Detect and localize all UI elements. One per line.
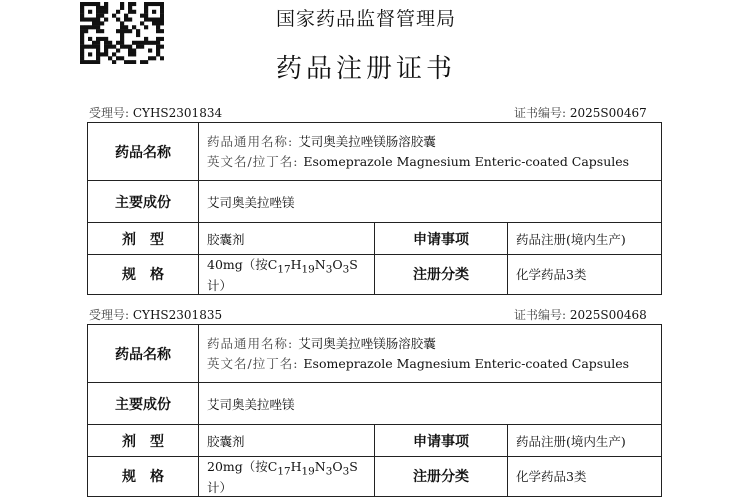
- agency-name: 国家药品监督管理局: [275, 8, 456, 30]
- application-label: 申请事项: [375, 425, 508, 457]
- reg-class-value: 化学药品3类: [508, 255, 662, 295]
- certificate-number-2: 证书编号: 2025S00468: [514, 308, 647, 322]
- drug-name-cell: 药品通用名称: 艾司奥美拉唑镁肠溶胶囊 英文名/拉丁名: Esomeprazole Magnesium Enteric-coated Capsules: [199, 325, 662, 383]
- dosage-form-value: 胶囊剂: [199, 223, 375, 255]
- reg-class-label: 注册分类: [375, 457, 508, 497]
- application-value: 药品注册(境内生产): [508, 425, 662, 457]
- accept-number-2: 受理号: CYHS2301835: [89, 308, 223, 322]
- ingredient-value: 艾司奥美拉唑镁: [199, 383, 662, 425]
- molecular-formula: $C_{17}H_{19}N_3O_3S$: [267, 459, 358, 478]
- ingredient-label: 主要成份: [88, 181, 199, 223]
- application-value: 药品注册(境内生产): [508, 223, 662, 255]
- spec-value: 20mg（按$C_{17}H_{19}N_3O_3S$计）: [199, 457, 375, 497]
- dosage-form-label: 剂 型: [88, 425, 199, 457]
- certificate-title: 药品注册证书: [275, 54, 456, 84]
- certificate-number-1: 证书编号: 2025S00467: [514, 106, 647, 120]
- reg-class-value: 化学药品3类: [508, 457, 662, 497]
- spec-label: 规 格: [88, 255, 199, 295]
- molecular-formula: $C_{17}H_{19}N_3O_3S$: [267, 257, 358, 276]
- dosage-form-label: 剂 型: [88, 223, 199, 255]
- generic-name: 艾司奥美拉唑镁肠溶胶囊: [298, 133, 436, 149]
- drug-name-label: 药品名称: [88, 325, 199, 383]
- spec-value: 40mg（按$C_{17}H_{19}N_3O_3S$计）: [199, 255, 375, 295]
- english-name: Esomeprazole Magnesium Enteric-coated Capsules: [303, 153, 630, 169]
- application-label: 申请事项: [375, 223, 508, 255]
- certificate-table-1: [87, 122, 662, 295]
- generic-name: 艾司奥美拉唑镁肠溶胶囊: [298, 335, 436, 351]
- certificate-table-2: [87, 324, 662, 497]
- english-name: Esomeprazole Magnesium Enteric-coated Capsules: [303, 355, 630, 371]
- spec-label: 规 格: [88, 457, 199, 497]
- ingredient-value: 艾司奥美拉唑镁: [199, 181, 662, 223]
- reg-class-label: 注册分类: [375, 255, 508, 295]
- drug-name-label: 药品名称: [88, 123, 199, 181]
- ingredient-label: 主要成份: [88, 383, 199, 425]
- accept-number-1: 受理号: CYHS2301834: [89, 106, 223, 120]
- drug-name-cell: 药品通用名称: 艾司奥美拉唑镁肠溶胶囊 英文名/拉丁名: Esomeprazole Magnesium Enteric-coated Capsules: [199, 123, 662, 181]
- dosage-form-value: 胶囊剂: [199, 425, 375, 457]
